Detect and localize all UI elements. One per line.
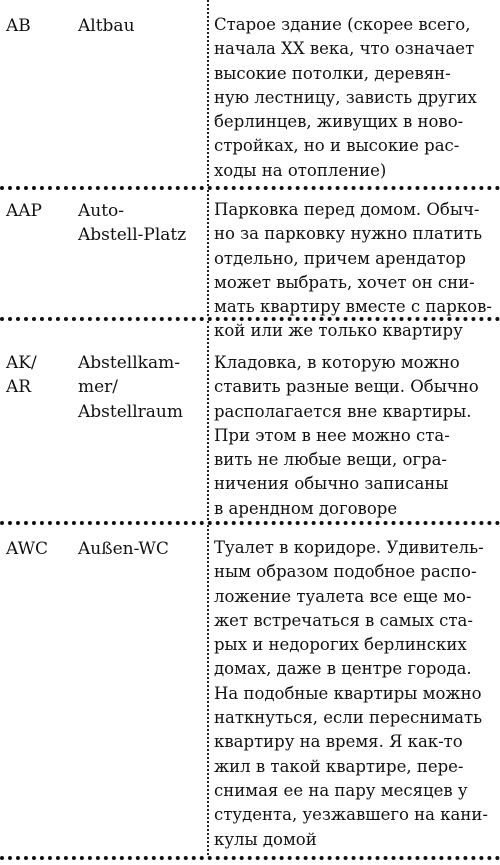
column-divider	[207, 321, 209, 520]
german-term-cell: Auto- Abstell-Platz	[78, 201, 187, 246]
description-cell: Парковка перед домом. Обыч- но за парковку нужно платить отдельно, причем арендатор может выбрать, хочет он сни- мать квартиру вместе с парков- кой или же только квартиру	[214, 200, 492, 341]
table-row	[0, 191, 500, 341]
german-term-cell: Außen-WC	[78, 539, 169, 559]
row-separator	[0, 186, 500, 190]
row-separator	[0, 521, 500, 525]
table-row	[0, 0, 500, 186]
description-cell: Кладовка, в которую можно ставить разные вещи. Обычно располагается вне квартиры. При этом в нее можно ста- вить не любые вещи, огра- ничения обычно записаны в арендном договоре	[214, 353, 479, 518]
abbreviation-cell: AK/ AR	[6, 353, 37, 398]
column-divider	[207, 525, 209, 855]
german-term-cell: Altbau	[78, 16, 135, 36]
abbreviation-cell: AB	[6, 16, 31, 36]
row-separator	[0, 856, 500, 860]
abbreviation-cell: AWC	[6, 539, 49, 559]
description-cell: Туалет в коридоре. Удивитель- ным образом подобное распо- ложение туалета все еще мо- жет встречаться в самых ста- рых и недорогих берлинских домах, даже в центре города. На подобные квартиры можно наткнуться, если переснимать квартиру на время. Я как-то жил в такой квартире, пере- снимая ее на пару месяцев у студента, уезжавшего на кани- кулы домой	[214, 538, 488, 849]
description-cell: Старое здание (скорее всего, начала XX века, что означает высокие потолки, деревян- ную лестницу, зависть других берлинцев, живущих в ново- стройках, но и высокие рас- ходы на отопление)	[214, 15, 477, 180]
row-separator	[0, 317, 500, 321]
column-divider	[207, 190, 209, 316]
table-row	[0, 322, 500, 520]
german-term-cell: Abstellkam- mer/ Abstellraum	[78, 353, 183, 422]
abbreviation-cell: AAP	[6, 201, 42, 221]
table-row	[0, 526, 500, 855]
column-divider	[207, 0, 209, 186]
